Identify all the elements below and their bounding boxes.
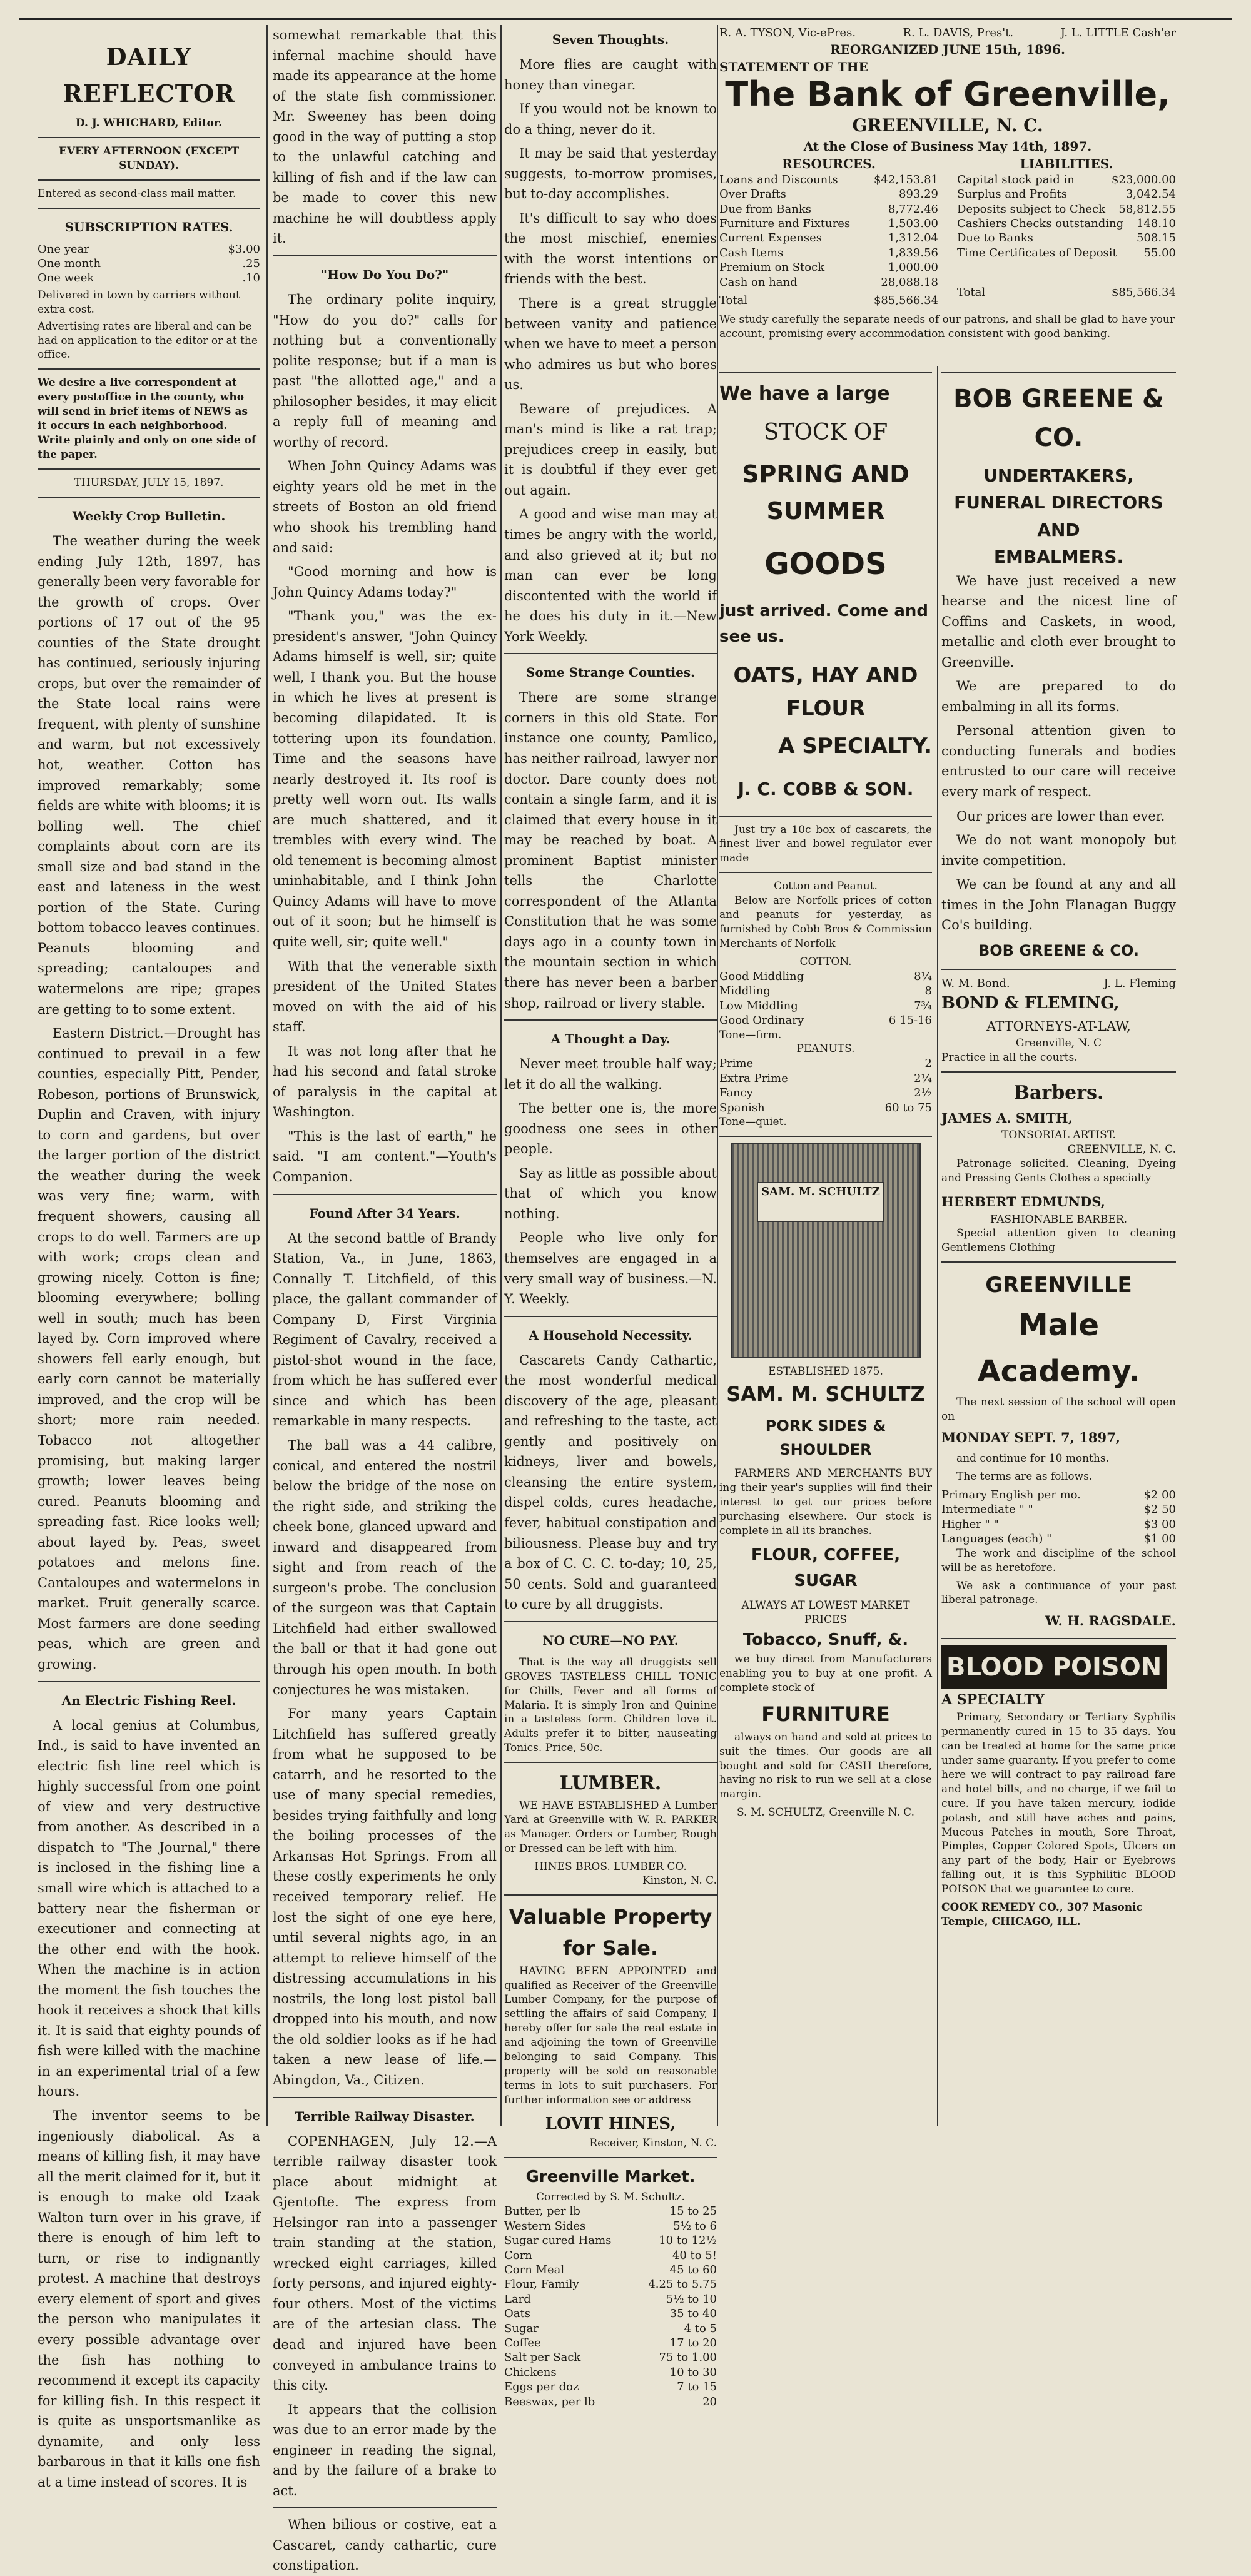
market-row: Western Sides 5½ to 6 <box>504 2219 717 2233</box>
divider <box>941 372 1176 373</box>
divider <box>504 1762 717 1763</box>
academy-paragraph: We ask a continuance of your past liberal patronage. <box>941 1579 1176 1607</box>
found-paragraph: For many years Captain Litchfield has suffered greatly from what he supposed to be catarrh, and he resorted to the use of many special remedies, besides trying faithfully and long the boiling processes of the Arkansas Hot Springs. From all these costly experiments he only received temporary relief. He lost the sight of one eye here, until several nights ago, in an attempt to relieve himself of the distressing accumulations in his nostrils, the long lost pistol ball dropped into his mouth, and now the old soldier looks as if he had taken a new lease of life.—Abingdon, Va., Citizen. <box>273 1706 497 2088</box>
rate-row: One week .10 <box>38 271 260 285</box>
market-row: Coffee 17 to 20 <box>504 2336 717 2350</box>
greene-line-2: FUNERAL DIRECTORS AND <box>954 492 1163 540</box>
divider <box>273 2097 497 2098</box>
liability-row: Capital stock paid in $23,000.00 <box>957 173 1176 186</box>
divider <box>504 653 717 654</box>
liabilities-total: Total $85,566.34 <box>957 286 1176 300</box>
academy-line-2: Male Academy. <box>977 1308 1140 1390</box>
cascaret-ad: Just try a 10c box of cascarets, the finest liver and bowel regulator ever made <box>719 823 932 865</box>
how-paragraph: With that the venerable sixth president of the United States moved on with the aid of his staff. <box>273 958 497 1035</box>
household-paragraph: Cascarets Candy Cathartic, the most wonderful medical discovery of the age, pleasant and refreshing to the taste, act gently and positively on kidneys, liver and bowels, cleansing the entire system, dispel colds, cures headache, fever, habitual constipation and biliousness. Please buy and try a box of C. C. C. to-day; 10, 25, 50 cents. Sold and guaranteed to cure by all druggists. <box>504 1352 717 1612</box>
bank-statement <box>719 25 1176 363</box>
tuition-row: Primary English per mo. $2 00 <box>941 1488 1176 1502</box>
greene-paragraph: We do not want monopoly but invite competition. <box>941 832 1176 868</box>
bond-names: W. M. Bond. J. L. Fleming <box>941 977 1176 991</box>
tuition-row: Intermediate " " $2 50 <box>941 1503 1176 1517</box>
liability-row: Time Certificates of Deposit 55.00 <box>957 246 1176 260</box>
bond-firm: BOND & FLEMING, <box>941 994 1120 1013</box>
divider <box>504 1316 717 1317</box>
cure-title: NO CURE—NO PAY. <box>542 1632 679 1648</box>
smith-title: TONSORIAL ARTIST. <box>1001 1129 1116 1142</box>
divider <box>273 255 497 256</box>
peanut-head: PEANUTS. <box>796 1043 855 1056</box>
schultz-paragraph: FARMERS AND MERCHANTS BUY ing their year's supplies will find their interest to get our prices before purchasing elsewhere. Our stock is complete in all its branches. <box>719 1467 932 1537</box>
cotton-head: COTTON. <box>799 956 852 969</box>
subscription-title: SUBSCRIPTION RATES. <box>64 219 233 235</box>
market-subtitle: Corrected by S. M. Schultz. <box>536 2190 685 2203</box>
property-title: Valuable Property for Sale. <box>509 1905 712 1961</box>
found-paragraph: The ball was a 44 calibre, conical, and entered the nostril below the bridge of the nose on the right side, and striking the cheek bone, glanced upward and inward and disappeared from sight and from reach of the surgeon's probe. The conclusion of the surgeon was that Captain Litchfield had either swallowed the ball or that it had gone out through his open mouth. In both conjectures he was mistaken. <box>273 1438 497 1697</box>
market-row: Corn Meal 45 to 60 <box>504 2263 717 2277</box>
market-row: Beeswax, per lb 20 <box>504 2395 717 2408</box>
how-paragraph: When John Quincy Adams was eighty years old he met in the streets of Boston an old friend who shook his trembling hand and said: <box>273 458 497 555</box>
bond-practice: Practice in all the courts. <box>941 1051 1078 1064</box>
thought: A good and wise man may at times be angry with the world, and also grieved at it; but no man can ever be long discontented with the world if he does his duty in it.—New York Weekly. <box>504 507 717 644</box>
day-title: A Thought a Day. <box>550 1031 671 1047</box>
rate-row: One year $3.00 <box>38 242 260 256</box>
bank-note: We study carefully the separate needs of our patrons, and shall be glad to have your account, promising every accommodation consistent with good banking. <box>719 313 1175 341</box>
lumber-title: LUMBER. <box>559 1772 662 1795</box>
cotton-row: Good Middling 8¼ <box>719 969 932 983</box>
bank-reorganized: REORGANIZED JUNE 15th, 1896. <box>830 42 1065 58</box>
peanut-row: Fancy 2½ <box>719 1086 932 1100</box>
edmunds-name: HERBERT EDMUNDS, <box>941 1193 1105 1210</box>
reel-paragraph: The inventor seems to be ingeniously diabolical. As a means of killing fish, it may have all the merit claimed for it, but it is enough to make old Izaak Walton turn over in his grave, if there is enough of him left to turn, or rise to indignantly protest. A machine that destroys every element of sport and gives the person who manipulates it every possible advantage over the fish has nothing to recommend it except its capacity for killing fish. In this respect it is quite as unsportsmanlike as dynamite, and only less barbarous in that it kills one fish at a time instead of scores. It is <box>38 2108 260 2490</box>
schultz-line-2: FLOUR, COFFEE, SUGAR <box>751 1546 901 1590</box>
market-row: Chickens 10 to 30 <box>504 2365 717 2379</box>
divider <box>38 1681 260 1682</box>
greene-title: BOB GREENE & CO. <box>953 385 1164 452</box>
thought: There is a great struggle between vanity and patience when we have to meet a person who admires us but who bores us. <box>504 296 717 393</box>
day-thought: Say as little as possible about that of which you know nothing. <box>504 1165 717 1221</box>
column-rule <box>266 25 268 2126</box>
greene-paragraph: We can be found at any and all times in the John Flanagan Buggy Co's building. <box>941 877 1176 933</box>
store-sign: SAM. M. SCHULTZ <box>757 1182 884 1222</box>
market-row: Flour, Family 4.25 to 5.75 <box>504 2278 717 2291</box>
issue-date: THURSDAY, JULY 15, 1897. <box>74 477 224 490</box>
divider <box>38 368 260 370</box>
divider <box>38 208 260 209</box>
schultz-name: SAM. M. SCHULTZ <box>726 1381 925 1406</box>
schultz-line-4: Tobacco, Snuff, &. <box>742 1630 909 1649</box>
academy-line-1: GREENVILLE <box>985 1273 1132 1298</box>
tuition-row: Higher " " $3 00 <box>941 1517 1176 1531</box>
resource-row: Cash on hand 28,088.18 <box>719 275 938 289</box>
cotton-row: Middling 8 <box>719 984 932 998</box>
academy-date: MONDAY SEPT. 7, 1897, <box>941 1429 1120 1445</box>
market-row: Salt per Sack 75 to 1.00 <box>504 2351 717 2365</box>
top-rule <box>19 18 1232 20</box>
edmunds-paragraph: Special attention given to cleaning Gentlemens Clothing <box>941 1227 1176 1255</box>
resource-row: Over Drafts 893.29 <box>719 188 938 201</box>
bond-location: Greenville, N. C <box>1015 1037 1102 1050</box>
resources-block <box>719 155 938 308</box>
divider <box>941 1638 1176 1639</box>
thought: More flies are caught with honey than vinegar. <box>504 57 717 93</box>
peanut-row: Spanish 60 to 75 <box>719 1101 932 1114</box>
liabilities-title: LIABILITIES. <box>1020 156 1113 171</box>
column-1 <box>38 25 260 2490</box>
greene-paragraph: Our prices are lower than ever. <box>956 808 1165 824</box>
cotton-intro: Below are Norfolk prices of cotton and peanuts for yesterday, as furnished by Cobb Bros & Commission Merchants of Norfolk <box>719 894 932 951</box>
academy-signature: W. H. RAGSDALE. <box>1045 1613 1176 1629</box>
column-5 <box>941 366 1176 2126</box>
property-signature: LOVIT HINES, <box>545 2114 676 2133</box>
column-rule <box>717 25 718 2126</box>
blood-signature: COOK REMEDY CO., 307 Masonic Temple, CHICAGO, ILL. <box>941 1901 1143 1929</box>
resource-row: Loans and Discounts $42,153.81 <box>719 173 938 186</box>
bank-close: At the Close of Business May 14th, 1897. <box>803 138 1092 154</box>
how-paragraph: "This is the last of earth," he said. "I am content."—Youth's Companion. <box>273 1128 497 1184</box>
rate-row: One month .25 <box>38 256 260 270</box>
tuition-row: Languages (each) " $1 00 <box>941 1532 1176 1546</box>
divider <box>38 137 260 138</box>
barbers-title: Barbers. <box>1013 1082 1104 1104</box>
seven-title: Seven Thoughts. <box>552 32 669 47</box>
market-row: Eggs per doz 7 to 15 <box>504 2380 717 2394</box>
masthead-frequency: EVERY AFTERNOON (EXCEPT SUNDAY). <box>58 144 240 172</box>
greene-signature: BOB GREENE & CO. <box>978 941 1140 959</box>
cascaret-note: When bilious or costive, eat a Cascaret, candy cathartic, cure constipation. <box>273 2517 497 2573</box>
smith-name: JAMES A. SMITH, <box>941 1109 1073 1126</box>
thought: Beware of prejudices. A man's mind is like a rat trap; prejudices creep in easily, but it is doubtful if they ever get out again. <box>504 401 717 498</box>
schultz-paragraph-3: always on hand and sold at prices to suit the times. Our goods are all bought and sold for CASH therefore, having no risk to run we sell at a close margin. <box>719 1730 932 1801</box>
academy-terms: The terms are as follows. <box>956 1470 1093 1483</box>
liabilities-block <box>957 155 1176 308</box>
market-row: Sugar cured Hams 10 to 12½ <box>504 2234 717 2248</box>
thought: It's difficult to say who does the most mischief, enemies with the worst intentions or friends with the best. <box>504 210 717 287</box>
how-paragraph: It was not long after that he had his second and fatal stroke of paralysis in the capital at Washington. <box>273 1043 497 1120</box>
found-title: Found After 34 Years. <box>309 1205 460 1221</box>
advertising-note: Advertising rates are liberal and can be had on application to the editor or at the office. <box>38 320 258 361</box>
greene-line-3: EMBALMERS. <box>993 547 1124 568</box>
smith-paragraph: Patronage solicited. Cleaning, Dyeing and Pressing Gents Clothes a specialty <box>941 1158 1176 1185</box>
how-paragraph: The ordinary polite inquiry, "How do you do?" calls for nothing but a conventionally polite response; but if a man is past "the allotted age," and a philosopher besides, it may elicit a reply full of meaning and worthy of record. <box>273 292 497 450</box>
cobb-line-2: STOCK OF <box>763 419 888 445</box>
schultz-line-3: ALWAYS AT LOWEST MARKET PRICES <box>741 1599 910 1627</box>
schultz-line-1: PORK SIDES & SHOULDER <box>765 1417 886 1458</box>
established: ESTABLISHED 1875. <box>768 1365 883 1378</box>
household-title: A Household Necessity. <box>529 1327 692 1343</box>
academy-paragraph: and continue for 10 months. <box>956 1452 1110 1465</box>
column-2 <box>273 25 497 2573</box>
column-4 <box>719 366 932 2126</box>
market-row: Lard 5½ to 10 <box>504 2292 717 2306</box>
how-paragraph: "Good morning and how is John Quincy Adams today?" <box>273 564 497 600</box>
academy-paragraph: The work and discipline of the school will be as heretofore. <box>941 1547 1176 1574</box>
day-thought: Never meet trouble half way; let it do all the walking. <box>504 1056 717 1092</box>
resource-row: Furniture and Fixtures 1,503.00 <box>719 216 938 230</box>
thought: If you would not be known to do a thing, never do it. <box>504 101 717 137</box>
divider <box>941 1071 1176 1073</box>
reel-paragraph: A local genius at Columbus, Ind., is said to have invented an electric fish line reel which is highly successful from one point of view and very destructive from another. As described in a dispatch to "The Journal," there is inclosed in the fishing line a small wire which is attached to a battery near the fisherman or executioner and connecting at the other end with the hook. When the machine is in action the moment the fish touches the hook it receives a shock that kills it. It is said that eighty pounds of fish were killed with the machine in an experimental trial of a few hours. <box>38 1717 260 2099</box>
rail-paragraph: COPENHAGEN, July 12.—A terrible railway disaster took place about midnight at Gjentofte. The express from Helsingor ran into a passenger train standing at the station, wrecked eight carriages, killed forty persons, and injured eighty-four others. Most of the victims are of the artesian class. The dead and injured have been conveyed in ambulance trains to this city. <box>273 2133 497 2393</box>
divider <box>38 468 260 470</box>
divider <box>941 1261 1176 1263</box>
blood-subtitle: A SPECIALTY <box>941 1691 1045 1708</box>
market-row: Corn 40 to 5! <box>504 2248 717 2262</box>
masthead-entered: Entered as second-class mail matter. <box>38 187 236 200</box>
cobb-line-5: just arrived. Come and see us. <box>719 602 928 646</box>
bank-cashier: J. L. LITTLE Cash'er <box>1060 26 1176 39</box>
crop-paragraph: Eastern District.—Drought has continued to prevail in a few counties, especially Pitt, Pender, Robeson, portions of Brunswick, Duplin and Craven, with injury to corn and gardens, but over the larger portion of the district the weather during the week was very fine; warm, with frequent showers, causing all crops to do well. Farmers are up with work; crops clean and growing nicely. Cotton is fine; blooming everywhere; bolling well in south; much has been layed by. Corn improved where showers fell early enough, but early corn cannot be materially improved, and the crop will be short; more rain needed. Tobacco not altogether promising, but making larger growth; lower leaves being cured. Peanuts blooming and spreading fast. Rice looks well; about layed by. Peas, sweet potatoes and melons fine. Cantaloupes and watermelons in market. Fruit generally scarce. Most farmers are done seeding peas, which are green and growing. <box>38 1026 260 1672</box>
counties-title: Some Strange Counties. <box>525 665 696 680</box>
liability-row: Surplus and Profits 3,042.54 <box>957 188 1176 201</box>
bank-vice: R. A. TYSON, Vic-ePres. <box>719 26 856 39</box>
resources-title: RESOURCES. <box>782 156 876 171</box>
resource-row: Due from Banks 8,772.46 <box>719 202 938 216</box>
schultz-line-5: FURNITURE <box>761 1702 890 1727</box>
bank-name: The Bank of Greenville, <box>725 74 1170 114</box>
bank-statement-label: STATEMENT OF THE <box>719 59 868 75</box>
cure-paragraph: That is the way all druggists sell GROVES TASTELESS CHILL TONIC for Chills, Fever and all forms of Malaria. It is simply Iron and Quinine in a tasteless form. Children love it. Adults prefer it to bitter, nauseating Tonics. Price, 50c. <box>504 1655 717 1755</box>
reel-title: An Electric Fishing Reel. <box>61 1692 236 1708</box>
cotton-row: Low Middling 7¾ <box>719 999 932 1013</box>
schultz-signature: S. M. SCHULTZ, Greenville N. C. <box>737 1806 914 1819</box>
delivery-note: Delivered in town by carriers without extra cost. <box>38 288 240 316</box>
divider <box>719 816 932 817</box>
resource-row: Cash Items 1,839.56 <box>719 246 938 260</box>
greene-paragraph: We are prepared to do embalming in all its forms. <box>941 679 1176 714</box>
masthead-editor: D. J. WHICHARD, Editor. <box>75 116 223 129</box>
property-paragraph: HAVING BEEN APPOINTED and qualified as Receiver of the Greenville Lumber Company, for the purpose of settling the affairs of said Company, I hereby offer for sale the real estate in and adjoining the town of Greenville belonging to said Company. This property will be sold on reasonable terms in lots to suit purchasers. For further information see or address <box>504 1964 717 2107</box>
blood-title: BLOOD POISON <box>941 1645 1167 1689</box>
how-paragraph: "Thank you," was the ex-president's answer, "John Quincy Adams himself is well, sir; quite well, I thank you. But the house in which he lives at present is becoming dilapidated. It is tottering upon its foundation. Time and the seasons have nearly destroyed it. Its roof is pretty well worn out. Its walls are much shattered, and it trembles with every wind. The old tenement is becoming almost uninhabitable, and I think John Quincy Adams will have to move out of it soon; but he himself is quite well, sir; quite well." <box>273 609 497 949</box>
masthead-title: DAILY REFLECTOR <box>63 43 235 108</box>
cobb-line-1: We have a large <box>719 383 890 405</box>
market-row: Butter, per lb 15 to 25 <box>504 2205 717 2218</box>
cobb-line-7: A SPECIALTY. <box>778 734 932 759</box>
bank-city: GREENVILLE, N. C. <box>852 114 1043 136</box>
divider <box>38 179 260 181</box>
resource-row: Current Expenses 1,312.04 <box>719 231 938 245</box>
market-table <box>504 2204 717 2408</box>
rail-title: Terrible Railway Disaster. <box>295 2108 475 2124</box>
smith-location: GREENVILLE, N. C. <box>1067 1143 1176 1156</box>
liability-row: Due to Banks 508.15 <box>957 231 1176 245</box>
cotton-title: Cotton and Peanut. <box>774 880 878 893</box>
column-rule <box>937 366 938 2126</box>
day-thought: The better one is, the more goodness one sees in other people. <box>504 1101 717 1157</box>
lumber-location: Kinston, N. C. <box>642 1874 717 1887</box>
liability-row: Cashiers Checks outstanding 148.10 <box>957 216 1176 230</box>
counties-paragraph: There are some strange corners in this old State. For instance one county, Pamlico, has neither railroad, lawyer nor doctor. Dare county does not contain a single farm, and it is claimed that every house in it may be reached by boat. A prominent Baptist minister tells the Charlotte correspondent of the Atlanta Constitution that he was some days ago in a county town in the mountain section in which there has never been a barber shop, railroad or livery stable. <box>504 690 717 1011</box>
peanut-row: Extra Prime 2¼ <box>719 1071 932 1085</box>
cobb-line-3: SPRING AND SUMMER <box>742 460 909 525</box>
divider <box>504 1621 717 1622</box>
blood-paragraph: Primary, Secondary or Tertiary Syphilis permanently cured in 15 to 35 days. You can be treated at home for the same price under same guaranty. If you prefer to come here we will contract to pay railroad fare and hotel bills, and no charge, if we fail to cure. If you have taken mercury, iodide potash, and still have aches and pains, Mucous Patches in mouth, Sore Throat, Pimples, Copper Colored Spots, Ulcers on any part of the body, Hair or Eyebrows falling out, it is this Syphilitic BLOOD POISON that we guarantee to cure. <box>941 1711 1176 1896</box>
day-thought: People who live only for themselves are engaged in a very small way of business.—N. Y. Weekly. <box>504 1230 717 1307</box>
divider <box>719 1136 932 1137</box>
peanut-tone: Tone—quiet. <box>719 1115 787 1128</box>
found-paragraph: At the second battle of Brandy Station, Va., in June, 1863, Connally T. Litchfield, of this place, the gallant commander of Company D, First Virginia Regiment of Cavalry, received a pistol-shot wound in the face, from which he has suffered ever since and which has been remarkable in many respects. <box>273 1230 497 1429</box>
divider <box>504 1894 717 1896</box>
lumber-paragraph: WE HAVE ESTABLISHED A Lumber Yard at Greenville with W. R. PARKER as Manager. Orders or Lumber, Rough or Dressed can be left with him. <box>504 1799 717 1855</box>
property-location: Receiver, Kinston, N. C. <box>589 2137 717 2150</box>
thought: It may be said that yesterday suggests, to-morrow promises, but to-day accomplishes. <box>504 146 717 202</box>
lumber-signature: HINES BROS. LUMBER CO. <box>534 1860 687 1873</box>
greene-line-1: UNDERTAKERS, <box>983 465 1134 486</box>
liability-row: Deposits subject to Check 58,812.55 <box>957 202 1176 216</box>
cobb-signature: J. C. COBB & SON. <box>737 779 914 800</box>
divider <box>38 497 260 498</box>
market-row: Sugar 4 to 5 <box>504 2321 717 2335</box>
market-title: Greenville Market. <box>525 2168 696 2187</box>
rail-paragraph: It appears that the collision was due to an error made by the engineer in reading the signal, and by the failure of a brake to act. <box>273 2402 497 2498</box>
divider <box>504 2157 717 2158</box>
bond-title: ATTORNEYS-AT-LAW, <box>986 1018 1131 1034</box>
greene-paragraph: We have just received a new hearse and the nicest line of Coffins and Caskets, in wood, metallic and cloth ever brought to Greenville. <box>941 573 1176 670</box>
cotton-tone: Tone—firm. <box>719 1028 782 1041</box>
store-engraving <box>731 1143 921 1358</box>
divider <box>504 1019 717 1021</box>
cotton-row: Good Ordinary 6 15-16 <box>719 1014 932 1028</box>
divider <box>941 969 1176 970</box>
divider <box>719 372 932 373</box>
bank-president: R. L. DAVIS, Pres't. <box>903 26 1014 39</box>
edmunds-title: FASHIONABLE BARBER. <box>990 1213 1128 1226</box>
crop-paragraph: The weather during the week ending July 12th, 1897, has generally been very favorable for the growth of crops. Over portions of 17 out of the 95 counties of the State drought has continued, seriously injuring crops, but over the remainder of the State local rains were frequent, with plenty of sunshine and warm, but not excessively hot, weather. Cotton has improved remarkably; some fields are white with blooms; it is bolling well. The chief complaints about corn are its small size and bad stand in the east and lateness in the west portion of the State. Curing bottom tobacco leaves continues. Peanuts blooming and spreading; cantaloupes and watermelons are ripe; grapes are getting to to some extent. <box>38 533 260 1017</box>
greene-paragraph: Personal attention given to conducting funerals and bodies entrusted to our care will receive every mark of respect. <box>941 723 1176 800</box>
how-title: "How Do You Do?" <box>320 267 449 283</box>
cobb-line-4: GOODS <box>764 547 887 582</box>
divider <box>273 2507 497 2508</box>
correspondent-note: We desire a live correspondent at every postoffice in the county, who will send in brief items of NEWS as it occurs in each neighborhood. Write plainly and only on one side of the paper. <box>38 376 256 462</box>
schultz-paragraph-2: we buy direct from Manufacturers enabling you to buy at one profit. A complete stock of <box>719 1653 932 1695</box>
resource-row: Premium on Stock 1,000.00 <box>719 261 938 275</box>
column-3 <box>504 25 717 2408</box>
resources-total: Total $85,566.34 <box>719 293 938 307</box>
cobb-line-6: OATS, HAY AND FLOUR <box>733 663 918 721</box>
divider <box>719 872 932 873</box>
crop-title: Weekly Crop Bulletin. <box>72 508 226 523</box>
divider <box>273 1194 497 1195</box>
peanut-row: Prime 2 <box>719 1057 932 1071</box>
column-rule <box>500 25 502 2126</box>
market-row: Oats 35 to 40 <box>504 2307 717 2321</box>
reel-continued: somewhat remarkable that this infernal machine should have made its appearance at the home of the state fish commissioner. Mr. Sweeney has been doing good in the way of putting a stop to the unlawful catching and killing of fish and if the law can be made to cover this new machine he will doubtless apply it. <box>273 28 497 246</box>
academy-paragraph: The next session of the school will open on <box>941 1395 1176 1423</box>
